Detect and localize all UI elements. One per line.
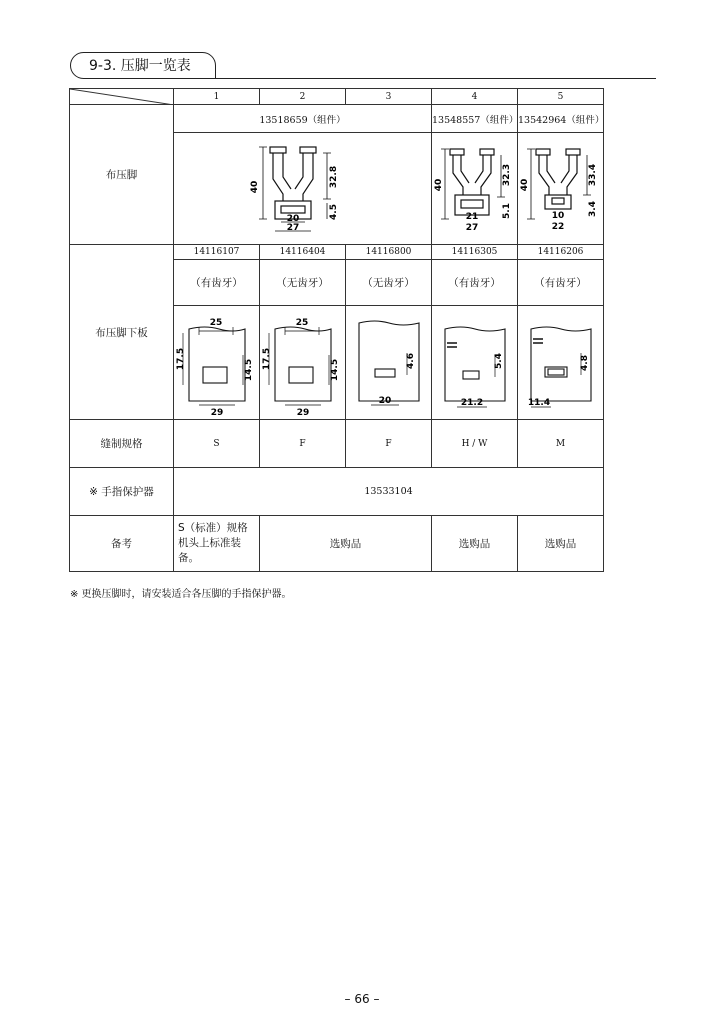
- dim-right: 32.8: [328, 165, 339, 188]
- presser-foot-table: [69, 88, 604, 572]
- page-number: – 66 –: [344, 992, 380, 1006]
- feed-plate-code: 14116800: [346, 245, 432, 260]
- sewing-spec-value: M: [518, 420, 604, 468]
- dim-outer: 27: [286, 222, 299, 233]
- presser-foot-code: 13548557（组件）: [432, 105, 518, 133]
- sewing-spec-value: F: [346, 420, 432, 468]
- dim-right: 5.4: [493, 352, 504, 369]
- presser-foot-code: 13542964（组件）: [518, 105, 604, 133]
- dim-inner: 21: [465, 211, 478, 222]
- dim-right: 14.5: [329, 358, 340, 381]
- feed-plate-label: 布压脚下板: [70, 245, 174, 420]
- column-header: 2: [260, 89, 346, 105]
- feed-plate-type: （无齿牙）: [346, 260, 432, 306]
- feed-plate-drawing: [432, 306, 518, 420]
- feed-plate-type: （有齿牙）: [174, 260, 260, 306]
- dim-right: 32.3: [501, 163, 512, 186]
- finger-guard-label: ※ 手指保护器: [70, 468, 174, 516]
- dim-inner: 10: [551, 210, 564, 221]
- sewing-spec-value: H / W: [432, 420, 518, 468]
- dim-top: 25: [209, 317, 222, 328]
- remarks-col5: 选购品: [518, 516, 604, 572]
- sewing-spec-value: F: [260, 420, 346, 468]
- feed-plate-code: 14116107: [174, 245, 260, 260]
- feed-plate-2-svg: [261, 309, 345, 417]
- dim-height: 40: [249, 180, 260, 193]
- dim-gap: 4.5: [328, 203, 339, 220]
- presser-foot-4-svg: [433, 139, 517, 239]
- feed-plate-5-svg: [519, 309, 603, 417]
- feed-plate-type: （无齿牙）: [260, 260, 346, 306]
- presser-foot-drawing: [174, 133, 432, 245]
- feed-plate-code: 14116305: [432, 245, 518, 260]
- dim-right: 14.5: [243, 358, 254, 381]
- dim-left: 17.5: [175, 347, 186, 370]
- dim-inner: 20: [286, 213, 299, 224]
- feed-plate-1-svg: [175, 309, 259, 417]
- feed-plate-type: （有齿牙）: [518, 260, 604, 306]
- sewing-spec-label: 缝制规格: [70, 420, 174, 468]
- column-header: 4: [432, 89, 518, 105]
- column-header: 5: [518, 89, 604, 105]
- feed-plate-code: 14116404: [260, 245, 346, 260]
- dim-right: 4.8: [579, 354, 590, 371]
- section-title: 9-3. 压脚一览表: [70, 52, 216, 79]
- feed-plate-drawing: [260, 306, 346, 420]
- footnote: ※ 更换压脚时，请安装适合各压脚的手指保护器。: [70, 589, 292, 600]
- feed-plate-type: （有齿牙）: [432, 260, 518, 306]
- remarks-col4: 选购品: [432, 516, 518, 572]
- dim-gap: 5.1: [501, 202, 512, 219]
- dim-right: 4.6: [405, 352, 416, 369]
- feed-plate-drawing: [346, 306, 432, 420]
- feed-plate-4-svg: [433, 309, 517, 417]
- feed-plate-code: 14116206: [518, 245, 604, 260]
- dim-bottom: 29: [210, 407, 223, 417]
- presser-foot-label: 布压脚: [70, 105, 174, 245]
- dim-bottom: 11.4: [527, 397, 550, 408]
- presser-foot-drawing: [432, 133, 518, 245]
- feed-plate-drawing: [518, 306, 604, 420]
- remarks-col23: 选购品: [260, 516, 432, 572]
- dim-height: 40: [519, 178, 530, 191]
- title-rule: [216, 78, 656, 79]
- feed-plate-3-svg: [347, 309, 431, 417]
- presser-foot-drawing: [518, 133, 604, 245]
- dim-right: 33.4: [587, 163, 598, 186]
- sewing-spec-value: S: [174, 420, 260, 468]
- dim-outer: 22: [551, 221, 564, 232]
- dim-bottom: 20: [378, 395, 391, 406]
- diagonal-line: [70, 89, 174, 105]
- presser-foot-5-svg: [519, 139, 603, 239]
- column-header: 1: [174, 89, 260, 105]
- dim-bottom: 29: [296, 407, 309, 417]
- dim-top: 25: [295, 317, 308, 328]
- dim-outer: 27: [465, 222, 478, 233]
- dim-height: 40: [433, 178, 444, 191]
- column-header: 3: [346, 89, 432, 105]
- finger-guard-value: 13533104: [174, 468, 604, 516]
- remarks-col1: S（标准）规格机头上标准装备。: [174, 516, 260, 572]
- remarks-label: 备考: [70, 516, 174, 572]
- feed-plate-drawing: [174, 306, 260, 420]
- dim-bottom: 21.2: [460, 397, 483, 408]
- presser-foot-code: 13518659（组件）: [174, 105, 432, 133]
- corner-cell: [70, 89, 174, 105]
- dim-gap: 3.4: [587, 200, 598, 217]
- presser-foot-1-svg: [243, 139, 363, 239]
- dim-left: 17.5: [261, 347, 272, 370]
